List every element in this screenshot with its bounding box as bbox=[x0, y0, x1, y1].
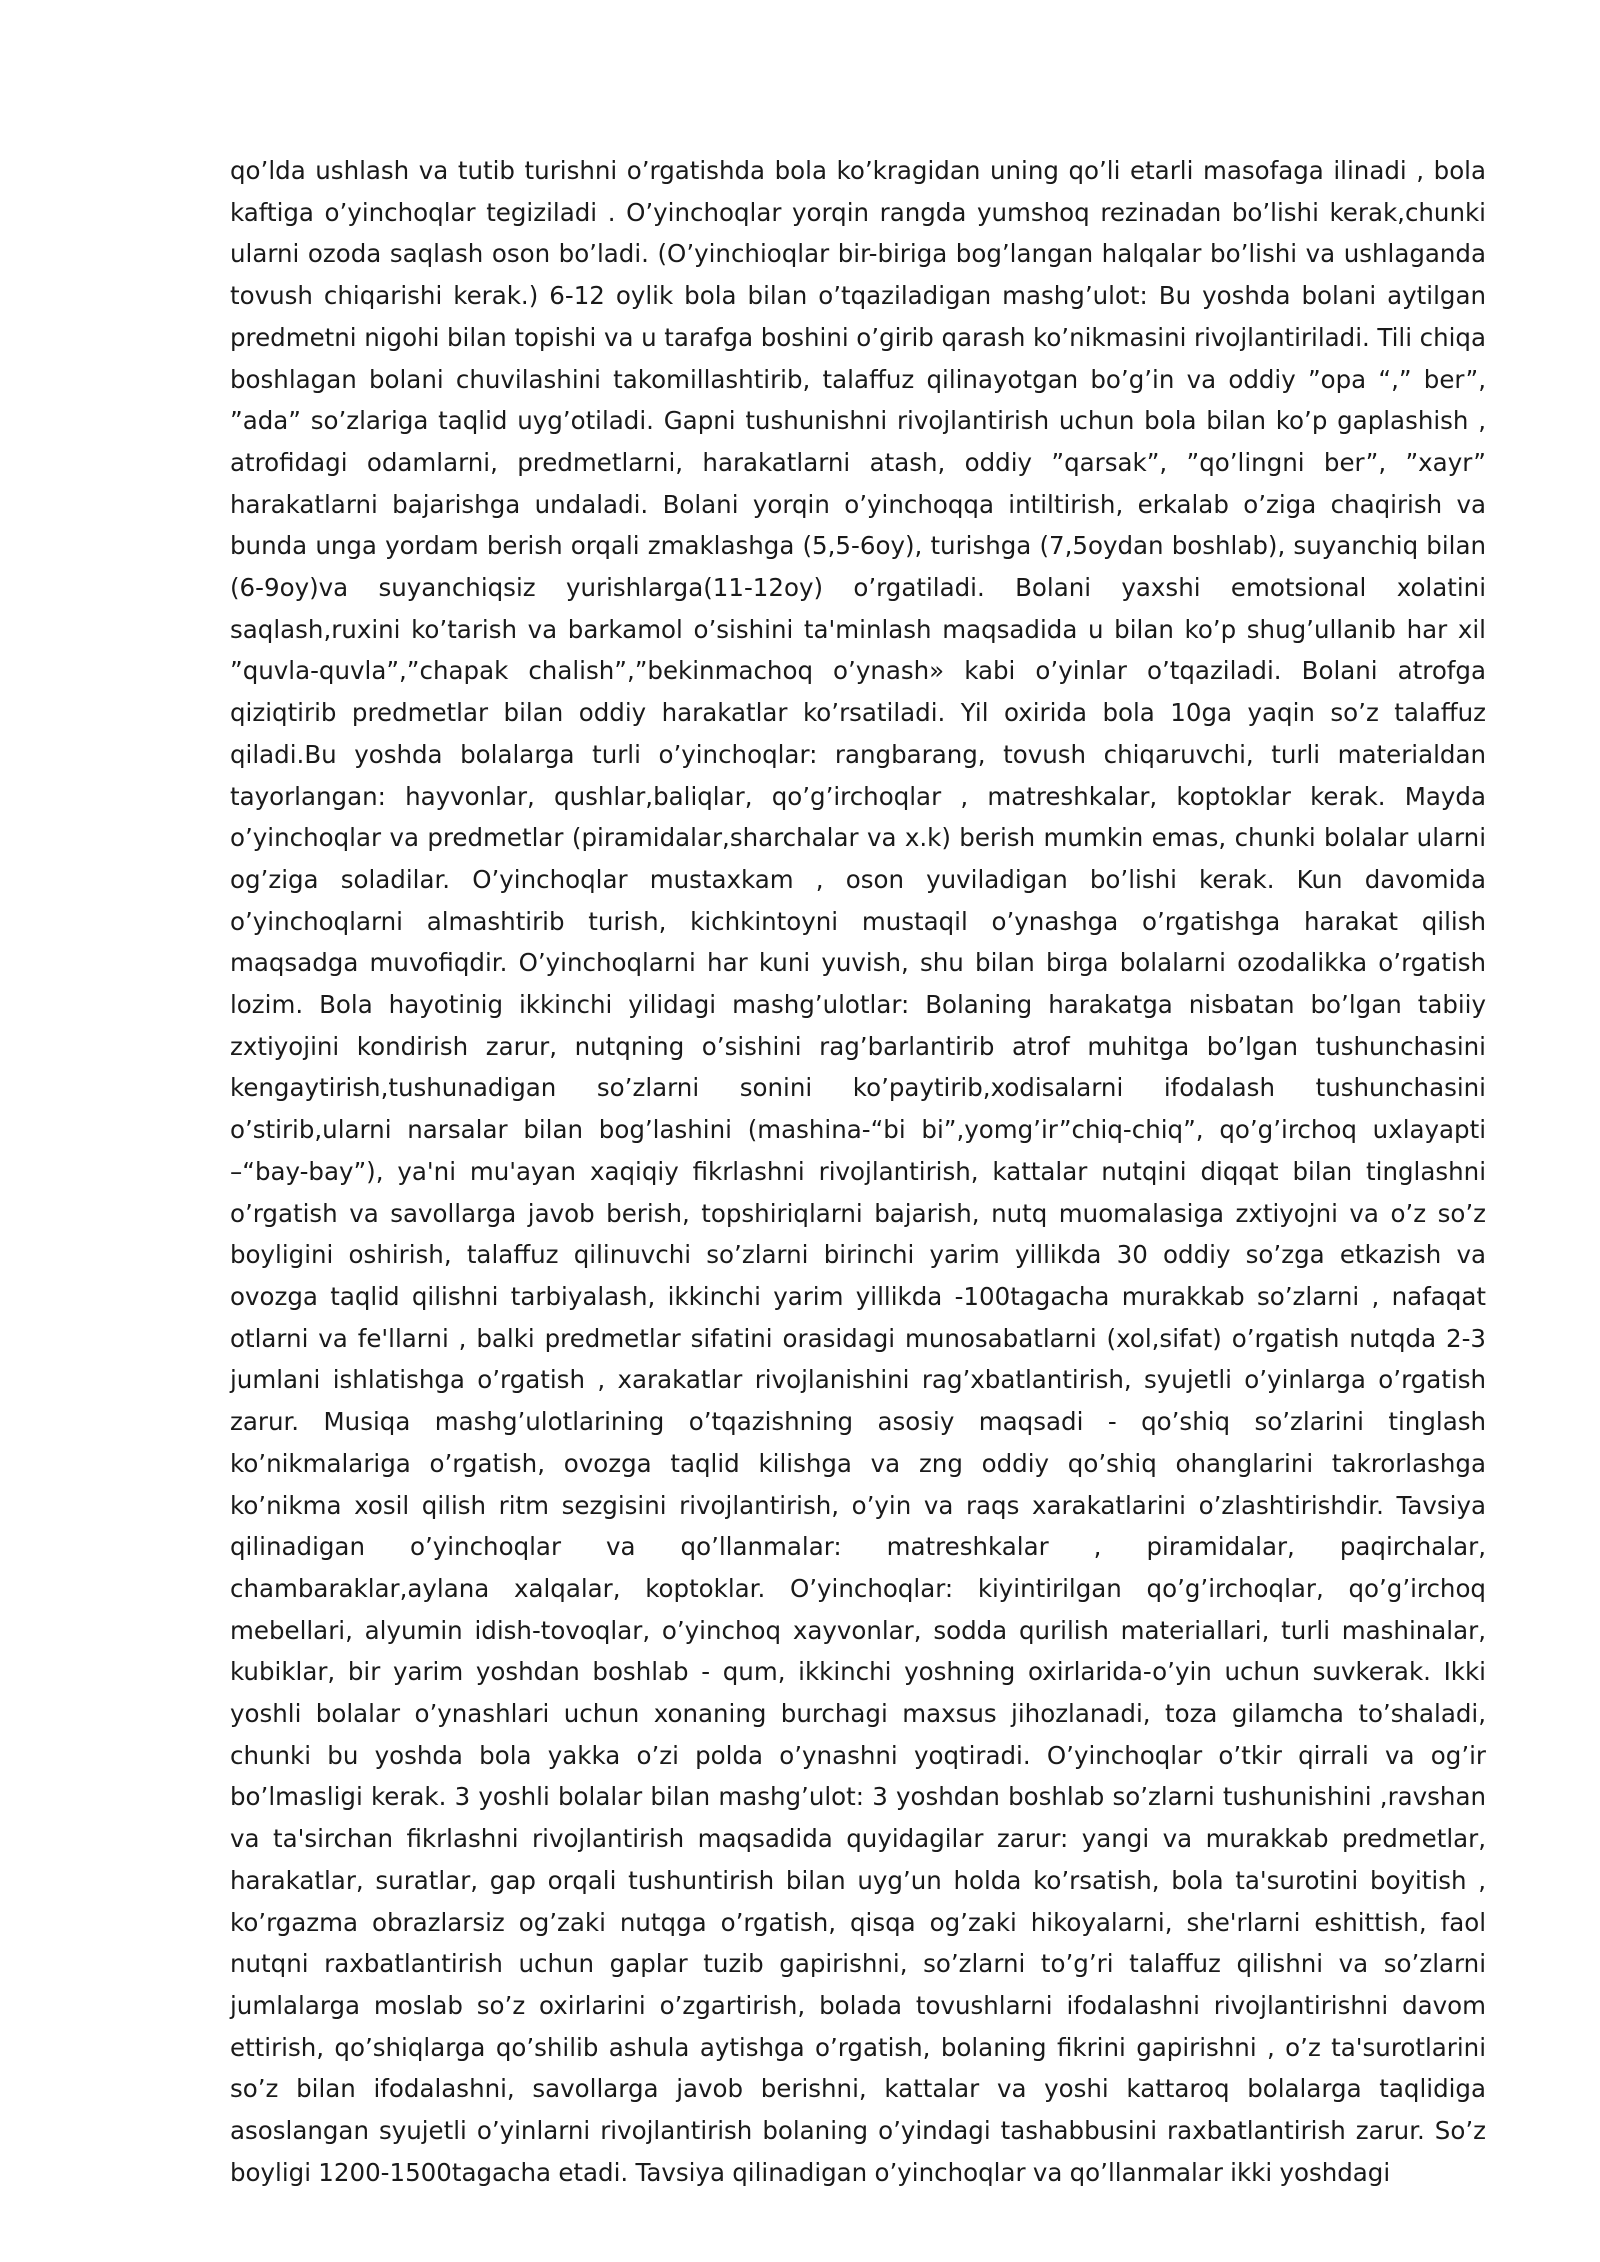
body-text-block bbox=[230, 150, 1486, 2193]
body-paragraph: qo’lda ushlash va tutib turishni o’rgatishda bola ko’kragidan uning qo’li etarli masofaga ilinadi , bola kaftiga o’yinchoqlar tegiziladi . O’yinchoqlar yorqin rangda yumshoq rezinadan bo’lishi kerak,chunki ularni ozoda saqlash oson bo’ladi. (O’yinchioqlar bir-biriga bog’langan halqalar bo’lishi va ushlaganda tovush chiqarishi kerak.) 6-12 oylik bola bilan o’tqaziladigan mashg’ulot: Bu yoshda bolani aytilgan predmetni nigohi bilan topishi va u tarafga boshini o’girib qarash ko’nikmasini rivojlantiriladi. Tili chiqa boshlagan bolani chuvilashini takomillashtirib, talaffuz qilinayotgan bo’g’in va oddiy ”opa “,” ber”, ”ada” so’zlariga taqlid uyg’otiladi. Gapni tushunishni rivojlantirish uchun bola bilan ko’p gaplashish , atrofidagi odamlarni, predmetlarni, harakatlarni atash, oddiy ”qarsak”, ”qo’lingni ber”, ”xayr” harakatlarni bajarishga undaladi. Bolani yorqin o’yinchoqqa intiltirish, erkalab o’ziga chaqirish va bunda unga yordam berish orqali zmaklashga (5,5-6oy), turishga (7,5oydan boshlab), suyanchiq bilan (6-9oy)va suyanchiqsiz yurishlarga(11-12oy) o’rgatiladi. Bolani yaxshi emotsional xolatini saqlash,ruxini ko’tarish va barkamol o’sishini ta'minlash maqsadida u bilan ko’p shug’ullanib har xil ”quvla-quvla”,”chapak chalish”,”bekinmachoq o’ynash» kabi o’yinlar o’tqaziladi. Bolani atrofga qiziqtirib predmetlar bilan oddiy harakatlar ko’rsatiladi. Yil oxirida bola 10ga yaqin so’z talaffuz qiladi.Bu yoshda bolalarga turli o’yinchoqlar: rangbarang, tovush chiqaruvchi, turli materialdan tayorlangan: hayvonlar, qushlar,baliqlar, qo’g’irchoqlar , matreshkalar, koptoklar kerak. Mayda o’yinchoqlar va predmetlar (piramidalar,sharchalar va x.k) berish mumkin emas, chunki bolalar ularni og’ziga soladilar. O’yinchoqlar mustaxkam , oson yuviladigan bo’lishi kerak. Kun davomida o’yinchoqlarni almashtirib turish, kichkintoyni mustaqil o’ynashga o’rgatishga harakat qilish maqsadga muvofiqdir. O’yinchoqlarni har kuni yuvish, shu bilan birga bolalarni ozodalikka o’rgatish lozim. Bola hayotinig ikkinchi yilidagi mashg’ulotlar: Bolaning harakatga nisbatan bo’lgan tabiiy zxtiyojini kondirish zarur, nutqning o’sishini rag’barlantirib atrof muhitga bo’lgan tushunchasini kengaytirish,tushunadigan so’zlarni sonini ko’paytirib,xodisalarni ifodalash tushunchasini o’stirib,ularni narsalar bilan bog’lashini (mashina-“bi bi”,yomg’ir”chiq-chiq”, qo’g’irchoq uxlayapti –“bay-bay”), ya'ni mu'ayan xaqiqiy fikrlashni rivojlantirish, kattalar nutqini diqqat bilan tinglashni o’rgatish va savollarga javob berish, topshiriqlarni bajarish, nutq muomalasiga zxtiyojni va o’z so’z boyligini oshirish, talaffuz qilinuvchi so’zlarni birinchi yarim yillikda 30 oddiy so’zga etkazish va ovozga taqlid qilishni tarbiyalash, ikkinchi yarim yillikda -100tagacha murakkab so’zlarni , nafaqat otlarni va fe'llarni , balki predmetlar sifatini orasidagi munosabatlarni (xol,sifat) o’rgatish nutqda 2-3 jumlani ishlatishga o’rgatish , xarakatlar rivojlanishini rag’xbatlantirish, syujetli o’yinlarga o’rgatish zarur. Musiqa mashg’ulotlarining o’tqazishning asosiy maqsadi - qo’shiq so’zlarini tinglash ko’nikmalariga o’rgatish, ovozga taqlid kilishga va zng oddiy qo’shiq ohanglarini takrorlashga ko’nikma xosil qilish ritm sezgisini rivojlantirish, o’yin va raqs xarakatlarini o’zlashtirishdir. Tavsiya qilinadigan o’yinchoqlar va qo’llanmalar: matreshkalar , piramidalar, paqirchalar, chambaraklar,aylana xalqalar, koptoklar. O’yinchoqlar: kiyintirilgan qo’g’irchoqlar, qo’g’irchoq mebellari, alyumin idish-tovoqlar, o’yinchoq xayvonlar, sodda qurilish materiallari, turli mashinalar, kubiklar, bir yarim yoshdan boshlab - qum, ikkinchi yoshning oxirlarida-o’yin uchun suvkerak. Ikki yoshli bolalar o’ynashlari uchun xonaning burchagi maxsus jihozlanadi, toza gilamcha to’shaladi, chunki bu yoshda bola yakka o’zi polda o’ynashni yoqtiradi. O’yinchoqlar o’tkir qirrali va og’ir bo’lmasligi kerak. 3 yoshli bolalar bilan mashg’ulot: 3 yoshdan boshlab so’zlarni tushunishini ,ravshan va ta'sirchan fikrlashni rivojlantirish maqsadida quyidagilar zarur: yangi va murakkab predmetlar, harakatlar, suratlar, gap orqali tushuntirish bilan uyg’un holda ko’rsatish, bola ta'surotini boyitish , ko’rgazma obrazlarsiz og’zaki nutqga o’rgatish, qisqa og’zaki hikoyalarni, she'rlarni eshittish, faol nutqni raxbatlantirish uchun gaplar tuzib gapirishni, so’zlarni to’g’ri talaffuz qilishni va so’zlarni jumlalarga moslab so’z oxirlarini o’zgartirish, bolada tovushlarni ifodalashni rivojlantirishni davom ettirish, qo’shiqlarga qo’shilib ashula aytishga o’rgatish, bolaning fikrini gapirishni , o’z ta'surotlarini so’z bilan ifodalashni, savollarga javob berishni, kattalar va yoshi kattaroq bolalarga taqlidiga asoslangan syujetli o’yinlarni rivojlantirish bolaning o’yindagi tashabbusini raxbatlantirish zarur. So’z boyligi 1200-1500tagacha etadi. Tavsiya qilinadigan o’yinchoqlar va qo’llanmalar ikki yoshdagi bbox=[230, 156, 1486, 2187]
